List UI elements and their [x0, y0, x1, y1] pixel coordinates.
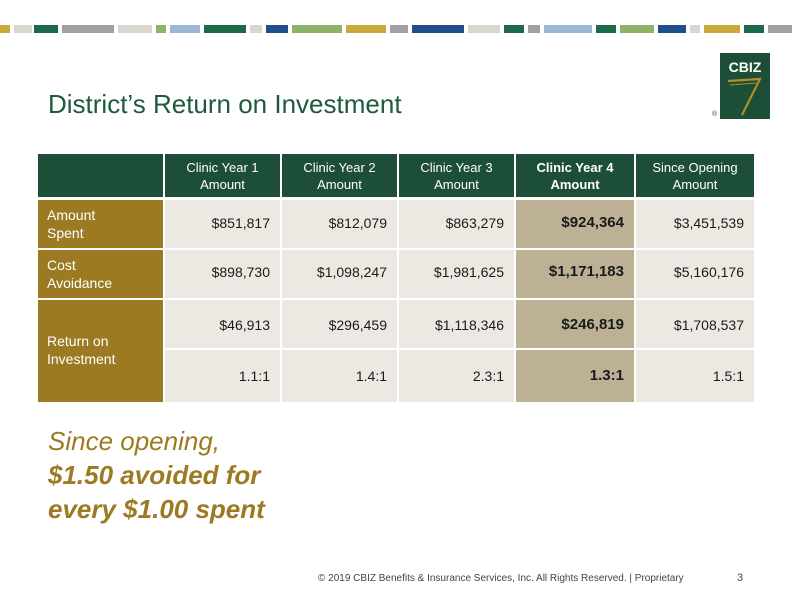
roi-table — [38, 154, 754, 402]
header-year1: Clinic Year 1 Amount — [165, 154, 280, 197]
top-color-strip — [0, 25, 792, 33]
cell-return-year4: $246,819 — [516, 300, 634, 348]
cell-ratio-since-opening: 1.5:1 — [636, 350, 754, 402]
cell-return-since-opening: $1,708,537 — [636, 300, 754, 348]
row-label-cost-avoidance: Cost Avoidance — [38, 250, 163, 298]
cell-ratio-year4: 1.3:1 — [516, 350, 634, 402]
header-empty-cell — [38, 154, 163, 197]
cell-ratio-year3: 2.3:1 — [399, 350, 514, 402]
header-year2: Clinic Year 2 Amount — [282, 154, 397, 197]
header-year4: Clinic Year 4 Amount — [516, 154, 634, 197]
cell-spent-year4: $924,364 — [516, 200, 634, 248]
cell-return-year2: $296,459 — [282, 300, 397, 348]
page-number: 3 — [737, 572, 744, 584]
cell-ratio-year2: 1.4:1 — [282, 350, 397, 402]
logo-seven-mark-icon — [720, 73, 770, 119]
cell-avoidance-year1: $898,730 — [165, 250, 280, 298]
cell-spent-year1: $851,817 — [165, 200, 280, 248]
cell-spent-year2: $812,079 — [282, 200, 397, 248]
row-label-return-on-investment: Return on Investment — [38, 300, 163, 402]
registered-mark: ® — [712, 111, 718, 118]
callout-line2: $1.50 avoided for — [48, 460, 261, 490]
summary-callout — [48, 424, 265, 526]
cell-ratio-year1: 1.1:1 — [165, 350, 280, 402]
header-since-opening: Since Opening Amount — [636, 154, 754, 197]
cbiz-logo — [712, 53, 770, 121]
cell-spent-year3: $863,279 — [399, 200, 514, 248]
cell-spent-since-opening: $3,451,539 — [636, 200, 754, 248]
page-title: District’s Return on Investment — [48, 89, 402, 119]
callout-line1: Since opening, — [48, 426, 221, 456]
cell-avoidance-year3: $1,981,625 — [399, 250, 514, 298]
header-year3: Clinic Year 3 Amount — [399, 154, 514, 197]
cell-return-year1: $46,913 — [165, 300, 280, 348]
row-label-amount-spent: Amount Spent — [38, 200, 163, 248]
cell-avoidance-year4: $1,171,183 — [516, 250, 634, 298]
callout-line3: every $1.00 spent — [48, 494, 265, 524]
cell-avoidance-year2: $1,098,247 — [282, 250, 397, 298]
cell-avoidance-since-opening: $5,160,176 — [636, 250, 754, 298]
footer-copyright: © 2019 CBIZ Benefits & Insurance Services, Inc. All Rights Reserved. | Proprietary — [318, 573, 684, 584]
cell-return-year3: $1,118,346 — [399, 300, 514, 348]
logo-text: CBIZ — [728, 59, 762, 75]
